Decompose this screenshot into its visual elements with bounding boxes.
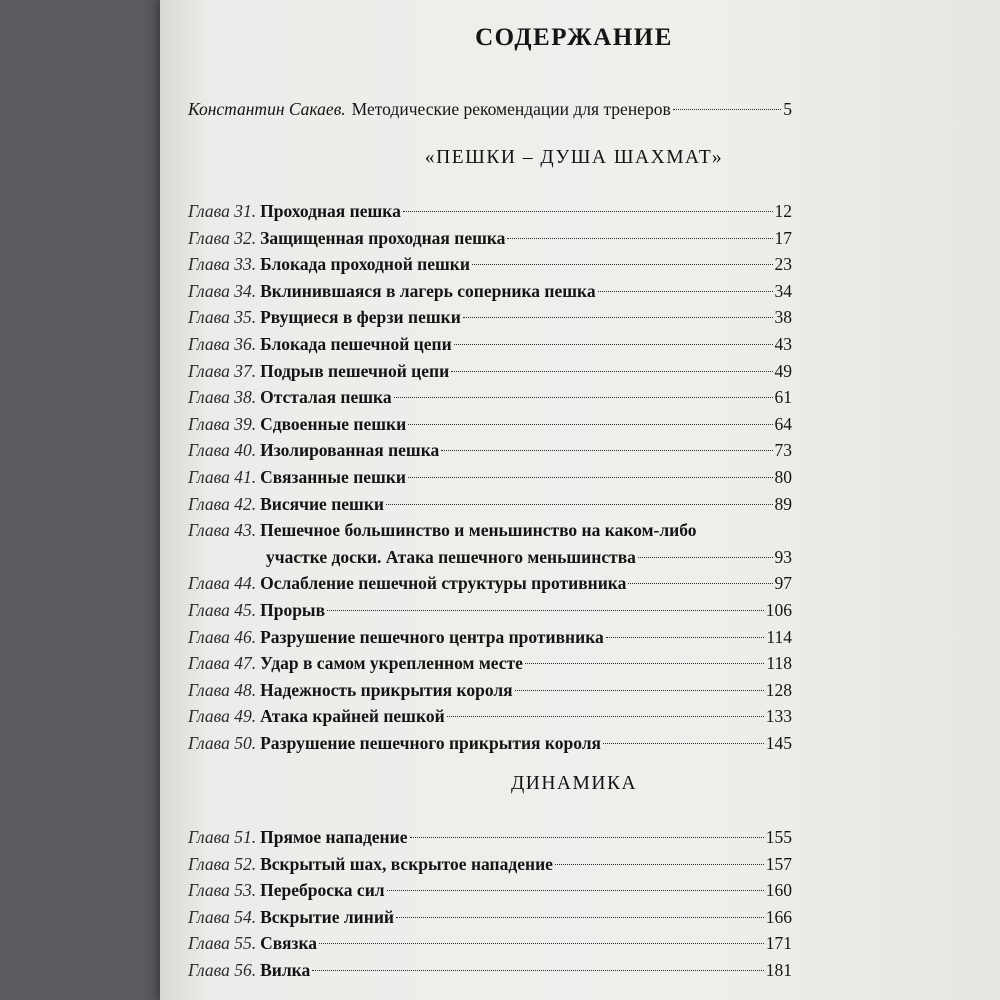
chapter-label: Глава 43. [188,520,257,541]
leader-dots [387,890,764,891]
toc-list-dynamics [188,824,792,984]
chapter-title: Висячие пешки [260,493,384,514]
toc-entry[interactable] [188,331,792,358]
chapter-title: Защищенная проходная пешка [260,227,506,248]
page-number: 128 [765,679,792,700]
leader-dots [451,371,772,372]
page-number: 38 [774,307,792,328]
page-number: 114 [766,626,792,647]
toc-entry[interactable] [188,517,792,570]
toc-entry[interactable] [188,198,792,225]
chapter-title: Разрушение пешечного прикрытия короля [260,732,602,753]
toc-entry[interactable] [188,304,792,331]
chapter-label: Глава 41. [188,466,257,487]
page-number: 106 [765,599,792,620]
chapter-title: Блокада пешечной цепи [260,333,452,354]
toc-entry[interactable] [188,251,792,278]
page-number: 73 [774,440,792,461]
intro-title: Методические рекомендации для тренеров [351,99,671,119]
chapter-title: Атака крайней пешкой [260,706,445,727]
chapter-label: Глава 39. [188,413,257,434]
leader-dots [603,743,764,744]
leader-dots [515,690,764,691]
page-number: 43 [774,333,792,354]
chapter-title: Изолированная пешка [260,440,440,461]
chapter-label: Глава 31. [188,201,257,221]
page-number: 61 [774,387,792,408]
intro-entry [188,99,792,120]
chapter-title: Вклинившаяся в лагерь соперника пешка [260,280,596,301]
chapter-label: Глава 44. [188,573,257,594]
chapter-title-continued: участке доски. Атака пешечного меньшинства [266,546,636,567]
chapter-title: Связанные пешки [260,466,406,487]
chapter-label: Глава 56. [188,959,257,980]
chapter-label: Глава 34. [188,280,257,301]
chapter-title: Связка [260,933,318,954]
page-number: 166 [765,906,792,927]
toc-entry[interactable] [188,597,792,624]
chapter-label: Глава 48. [188,679,257,700]
chapter-label: Глава 42. [188,493,257,514]
section-heading-dynamics: ДИНАМИКА [510,773,638,794]
leader-dots [463,317,773,318]
toc-entry[interactable] [188,957,792,984]
leader-dots [555,864,764,865]
toc-entry[interactable] [188,824,792,851]
page-number: 157 [765,853,792,874]
leader-dots [386,504,773,505]
chapter-title: Прорыв [260,599,326,620]
chapter-label: Глава 54. [188,906,257,927]
chapter-label: Глава 33. [188,254,257,275]
chapter-title: Сдвоенные пешки [260,413,407,434]
chapter-title: Отсталая пешка [260,387,392,408]
leader-dots [673,109,782,110]
chapter-title: Рвущиеся в ферзи пешки [260,307,461,328]
intro-author: Константин Сакаев. [188,99,346,119]
chapter-label: Глава 37. [188,360,257,381]
chapter-label: Глава 35. [188,307,257,328]
leader-dots [394,397,773,398]
leader-dots [472,264,773,265]
leader-dots [447,716,764,717]
leader-dots [598,291,773,292]
page-number: 23 [774,254,792,275]
toc-entry[interactable] [188,278,792,305]
chapter-label: Глава 46. [188,626,257,647]
leader-dots [408,424,772,425]
chapter-title: Переброска сил [260,880,385,901]
chapter-label: Глава 52. [188,853,257,874]
page-number: 12 [774,201,792,221]
leader-dots [312,970,763,971]
page-number: 93 [774,546,792,567]
leader-dots [396,917,764,918]
chapter-label: Глава 55. [188,933,257,954]
toc-entry[interactable] [188,851,792,878]
chapter-title: Удар в самом укрепленном месте [260,653,523,674]
toc-entry[interactable] [188,677,792,704]
chapter-label: Глава 36. [188,333,257,354]
page-number: 171 [765,933,792,954]
toc-entry[interactable] [188,877,792,904]
page-number: 181 [765,959,792,980]
leader-dots [327,610,764,611]
page-number: 133 [765,706,792,727]
page-number: 80 [774,466,792,487]
chapter-title: Блокада проходной пешки [260,254,470,275]
chapter-title: Вскрытие линий [260,906,394,927]
page-title: СОДЕРЖАНИЕ [475,24,673,51]
leader-dots [507,238,772,239]
leader-dots [410,837,764,838]
chapter-label: Глава 45. [188,599,257,620]
chapter-title: Разрушение пешечного центра противника [260,626,604,647]
chapter-label: Глава 53. [188,880,257,901]
page-number: 34 [774,280,792,301]
leader-dots [441,450,772,451]
toc-entry[interactable] [188,491,792,518]
chapter-label: Глава 47. [188,653,257,674]
toc-entry[interactable] [188,650,792,677]
toc-entry[interactable] [188,464,792,491]
toc-entry-line [188,517,792,544]
toc-entry[interactable] [188,384,792,411]
chapter-title: Прямое нападение [260,827,408,847]
chapter-title: Вилка [260,959,311,980]
background-left [0,0,160,1000]
page-number: 64 [774,413,792,434]
toc-entry[interactable] [188,358,792,385]
page-number: 17 [774,227,792,248]
chapter-title: Вскрытый шах, вскрытое нападение [260,853,553,874]
page-number: 160 [765,880,792,901]
chapter-label: Глава 49. [188,706,257,727]
page-number: 49 [774,360,792,381]
toc-entry[interactable] [188,411,792,438]
book-page [160,0,1000,1000]
toc-entry-line [188,544,792,571]
toc-entry[interactable] [188,570,792,597]
leader-dots [403,211,773,212]
chapter-title: Подрыв пешечной цепи [260,360,450,381]
toc-entry[interactable] [188,624,792,651]
leader-dots [319,943,764,944]
page-number: 89 [774,493,792,514]
page-number: 97 [774,573,792,594]
leader-dots [408,477,773,478]
toc-entry[interactable] [188,730,792,757]
chapter-title: Надежность прикрытия короля [260,679,513,700]
toc-entry[interactable] [188,904,792,931]
page-number: 145 [765,732,792,753]
toc-list-pawns [188,198,792,756]
page-number: 155 [765,827,792,847]
page-number: 118 [766,653,792,674]
chapter-label: Глава 51. [188,827,257,847]
leader-dots [606,637,765,638]
toc-entry[interactable] [188,437,792,464]
chapter-title: Ослабление пешечной структуры противника [260,573,627,594]
chapter-label: Глава 40. [188,440,257,461]
intro-page: 5 [783,99,792,119]
leader-dots [638,557,773,558]
leader-dots [454,344,773,345]
leader-dots [525,663,765,664]
chapter-title: Проходная пешка [260,201,401,221]
chapter-label: Глава 38. [188,387,257,408]
toc-entry[interactable] [188,225,792,252]
leader-dots [628,583,772,584]
toc-entry[interactable] [188,703,792,730]
chapter-title: Пешечное большинство и меньшинство на каком-либо [260,520,697,541]
chapter-label: Глава 50. [188,732,257,753]
chapter-label: Глава 32. [188,227,257,248]
section-heading-pawns: «ПЕШКИ – ДУША ШАХМАТ» [424,147,724,168]
toc-entry[interactable] [188,930,792,957]
